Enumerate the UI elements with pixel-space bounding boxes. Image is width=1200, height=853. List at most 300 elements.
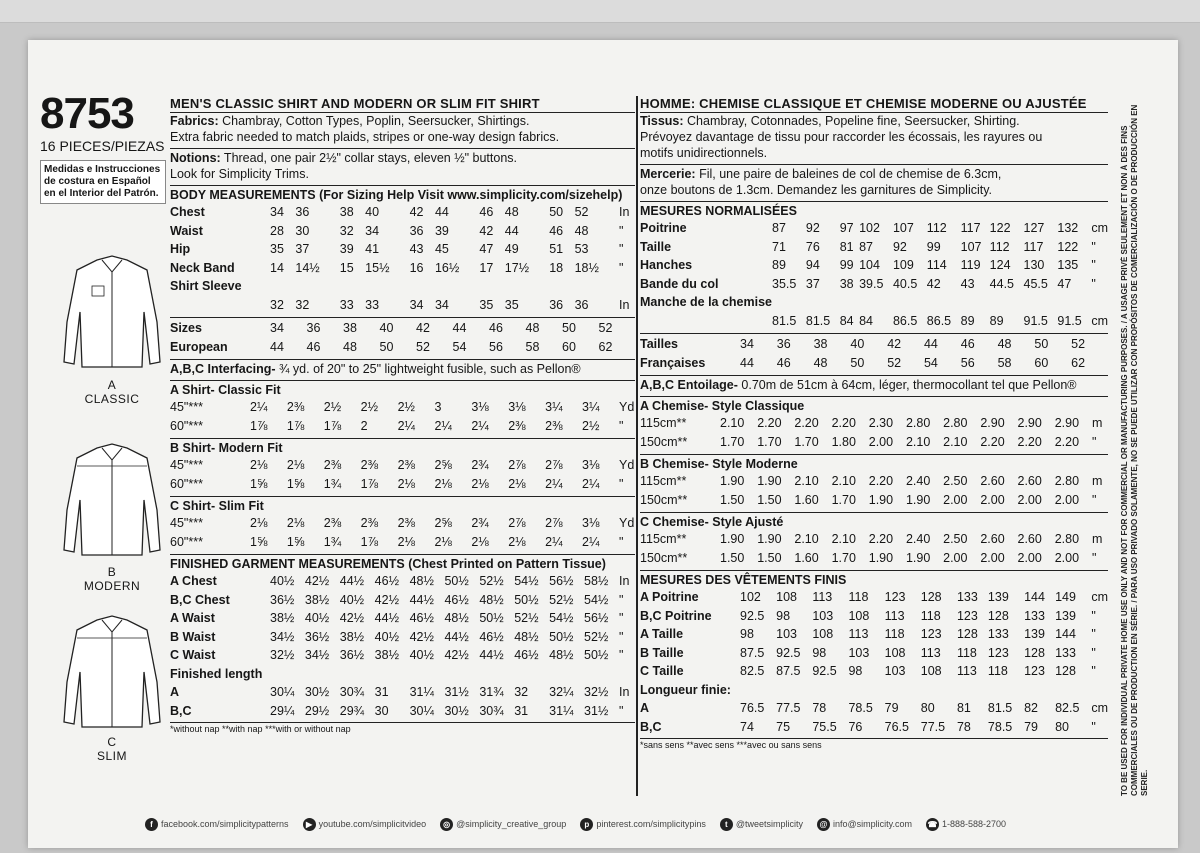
cell-value: 52 [887, 355, 902, 370]
cell-value: 45 [434, 242, 449, 257]
cell-value [410, 277, 435, 296]
cell-value: 54½ [584, 592, 609, 607]
cell-value: 3⅛ [508, 400, 526, 415]
cell-value: 36 [549, 297, 564, 312]
row-label: 45"*** [170, 458, 203, 473]
cell-value: 118 [987, 664, 1008, 679]
table-row [170, 572, 635, 591]
mesures-table [640, 219, 1108, 330]
cell-value: 1⅞ [286, 418, 305, 433]
cell-value: 32 [295, 297, 310, 312]
cell-value: 107 [892, 221, 914, 236]
cell-value: 2.00 [943, 550, 968, 565]
cell-value: 2.60 [980, 532, 1005, 547]
cell-value: 128 [1055, 664, 1076, 679]
cell-value: 1.90 [905, 492, 931, 507]
cell-value: 113 [812, 590, 833, 605]
cell-value: 38½ [304, 592, 330, 607]
unit-label: " [619, 611, 624, 626]
cell-value [1024, 681, 1055, 700]
cell-value: 34 [365, 223, 380, 238]
cell-value: 2 [360, 418, 368, 433]
cell-value: 15 [339, 260, 354, 275]
yardage-table [640, 530, 1108, 567]
cell-value: 144 [1055, 627, 1076, 642]
social-link[interactable] [580, 818, 706, 831]
cell-value: 118 [848, 590, 869, 605]
cell-value: 2⅞ [508, 458, 526, 473]
fabrics-text: Fabrics: Chambray, Cotton Types, Poplin, Seersucker, Shirtings. [170, 114, 530, 128]
cell-value: 39.5 [859, 276, 884, 291]
cell-value [776, 681, 812, 700]
cell-value: 1.90 [757, 474, 782, 489]
cell-value [893, 293, 927, 312]
spanish-note: Medidas e Instrucciones de costura en Español en el Interior del Patrón. [40, 160, 166, 204]
unit-label: " [619, 703, 624, 718]
cell-value: 32½ [270, 648, 295, 663]
cell-value: 2¾ [471, 458, 489, 473]
cell-value: 48½ [479, 592, 504, 607]
cell-value: 2.80 [1054, 532, 1080, 547]
cell-value: 2.20 [1054, 434, 1080, 449]
youtube-icon: ▶ [303, 818, 316, 831]
cell-value: 92 [892, 239, 907, 254]
row-label: Shirt Sleeve [170, 279, 242, 294]
cell-value: 35.5 [772, 276, 797, 291]
table-row [170, 514, 635, 533]
cell-value: 50 [379, 339, 394, 354]
unit-label: " [619, 648, 624, 663]
row-label: Manche de la chemise [640, 295, 773, 310]
row-label: Taille [640, 239, 672, 254]
cell-value: 123 [956, 608, 978, 623]
cell-value: 1.70 [720, 434, 745, 449]
cell-value: 31¾ [479, 685, 504, 700]
cell-value: 1.70 [831, 550, 856, 565]
table-row [170, 475, 635, 494]
table-row [640, 293, 1108, 312]
cell-value: 52½ [549, 592, 574, 607]
cell-value: 38 [813, 337, 828, 352]
table-row [640, 238, 1108, 257]
cell-value: 107 [960, 239, 982, 254]
cell-value: 130 [1023, 258, 1045, 273]
cell-value: 108 [848, 608, 870, 623]
unit-label [619, 665, 635, 684]
social-link-text: facebook.com/simplicitypatterns [161, 819, 289, 829]
mesures-finis-table [640, 588, 1108, 736]
cell-value: 44½ [479, 648, 504, 663]
cell-value: 30¾ [479, 703, 504, 718]
cell-value: 14 [270, 260, 284, 275]
table-row [640, 219, 1108, 238]
unit-label: " [619, 260, 624, 275]
cell-value: 46 [489, 321, 503, 336]
cell-value: 38½ [270, 611, 295, 626]
cell-value [961, 293, 990, 312]
table-row [170, 259, 635, 278]
cell-value: 2½ [360, 400, 379, 415]
cell-value: 2.00 [980, 492, 1005, 507]
table-row [640, 414, 1108, 433]
cell-value: 149 [1055, 590, 1076, 605]
social-link-text: youtube.com/simplicitvideo [318, 819, 427, 829]
unit-label: " [619, 223, 624, 238]
cell-value [340, 665, 375, 684]
yardage-block [640, 512, 1108, 567]
table-row [170, 591, 635, 610]
row-label: Waist [170, 223, 203, 238]
cell-value: 48½ [444, 611, 469, 626]
row-label: C Waist [170, 648, 216, 663]
cell-value: 38½ [339, 629, 365, 644]
cell-value: 78.5 [987, 719, 1013, 734]
yardage-title: A Chemise- Style Classique [640, 399, 805, 413]
cell-value: 2⅛ [434, 534, 452, 549]
cell-value: 77.5 [776, 701, 801, 716]
cell-value: 37 [805, 276, 820, 291]
cell-value: 60 [1034, 355, 1049, 370]
row-label: Longueur finie: [640, 682, 731, 697]
cell-value: 113 [956, 664, 977, 679]
row-label [170, 296, 270, 315]
body-measurements-title: BODY MEASUREMENTS (For Sizing Help Visit www.simplicity.com/sizehelp) [170, 185, 635, 203]
cell-value: 34 [409, 297, 424, 312]
cell-value: 42 [409, 205, 424, 220]
cell-value: 89 [989, 313, 1004, 328]
cell-value: 123 [920, 627, 942, 642]
interfacing-text: A,B,C Interfacing- ¾ yd. of 20" to 25" lightweight fusible, such as Pellon® [170, 359, 635, 377]
mesures-title: MESURES NORMALISÉES [640, 201, 1108, 219]
table-row [640, 588, 1108, 607]
cell-value: 36½ [270, 592, 295, 607]
row-label: B,C Poitrine [640, 608, 712, 623]
cell-value: 52½ [479, 574, 504, 589]
cell-value: 14½ [295, 260, 320, 275]
cell-value: 2⅛ [471, 534, 489, 549]
email-icon: @ [817, 818, 830, 831]
social-link-text: @tweetsimplicity [735, 819, 804, 829]
cell-value: 33 [365, 297, 380, 312]
cell-value: 3⅛ [582, 458, 600, 473]
unit-label: Yd [619, 400, 635, 415]
cell-value: 92 [805, 221, 820, 236]
cell-value: 1.90 [720, 474, 745, 489]
cell-value: 99 [839, 258, 854, 273]
cell-value [295, 277, 339, 296]
cell-value: 122 [1057, 239, 1079, 254]
cell-value [340, 277, 365, 296]
row-label: 45"*** [170, 516, 203, 531]
cell-value: 128 [1024, 645, 1045, 660]
unit-label: " [1091, 258, 1096, 273]
cell-value: 36 [574, 297, 589, 312]
cell-value: 42½ [374, 592, 400, 607]
cell-value: 34 [270, 205, 284, 220]
cell-value: 47 [1057, 276, 1072, 291]
cell-value: 114 [926, 258, 947, 273]
cell-value: 2.20 [757, 416, 782, 431]
cell-value: 78.5 [848, 701, 873, 716]
cell-value: 2¼ [582, 534, 600, 549]
unit-label: cm [1091, 590, 1108, 605]
cell-value: 2⅜ [545, 418, 563, 433]
cell-value: 42½ [304, 574, 330, 589]
cell-value: 124 [989, 258, 1011, 273]
cell-value: 1.70 [757, 434, 782, 449]
cell-value: 79 [1024, 719, 1038, 734]
brand-block [40, 89, 165, 204]
yardage-block [170, 496, 635, 551]
cell-value: 29¾ [339, 703, 365, 718]
cell-value: 2.00 [1054, 550, 1080, 565]
cell-value: 98 [848, 664, 863, 679]
cell-value: 133 [956, 590, 978, 605]
row-label: B Taille [640, 645, 684, 660]
twitter-icon: t [720, 818, 733, 831]
cell-value: 74 [740, 719, 754, 734]
cell-value: 123 [884, 590, 906, 605]
cell-value: 76.5 [740, 701, 765, 716]
row-label: Hanches [640, 258, 693, 273]
social-link[interactable] [817, 818, 912, 831]
cell-value: 50 [549, 205, 564, 220]
finished-measurements-title: FINISHED GARMENT MEASUREMENTS (Chest Printed on Pattern Tissue) [170, 554, 635, 572]
social-link-text: pinterest.com/simplicitypins [596, 819, 706, 829]
cell-value: 46 [776, 355, 791, 370]
cell-value: 50 [1034, 337, 1049, 352]
cell-value: 52½ [514, 611, 539, 626]
cell-value: 54 [923, 355, 938, 370]
cell-value: 34 [270, 321, 284, 336]
yardage-title: C Chemise- Style Ajusté [640, 515, 784, 529]
social-link-text: @simplicity_creative_group [456, 819, 567, 829]
cell-value: 1.90 [905, 550, 931, 565]
unit-label: " [1091, 627, 1096, 642]
row-label: Hip [170, 242, 191, 257]
cell-value: 91.5 [1057, 313, 1082, 328]
table-row [170, 456, 635, 475]
cell-value: 127 [1023, 221, 1045, 236]
cell-value: 135 [1057, 258, 1079, 273]
cell-value: 44 [740, 355, 754, 370]
unit-label: cm [1091, 701, 1108, 716]
cell-value: 2⅛ [471, 476, 489, 491]
cell-value: 108 [920, 664, 942, 679]
cell-value: 2.00 [943, 492, 968, 507]
row-label: A Chest [170, 574, 217, 589]
cell-value: 58 [525, 339, 540, 354]
tailles-table [640, 335, 1108, 372]
cell-value: 2⅜ [508, 418, 526, 433]
cell-value: 2⅜ [286, 400, 305, 415]
cell-value: 80 [1055, 719, 1069, 734]
cell-value: 35 [270, 242, 284, 257]
cell-value: 44.5 [989, 276, 1015, 291]
notions-note: Look for Simplicity Trims. [170, 167, 309, 181]
cell-value: 2.20 [1017, 434, 1042, 449]
cell-value: 76.5 [884, 719, 909, 734]
cell-value: 41 [365, 242, 380, 257]
social-link[interactable] [720, 818, 803, 831]
yardage-block [640, 396, 1108, 451]
unit-label: " [1091, 276, 1096, 291]
cell-value [812, 681, 848, 700]
cell-value: 78 [956, 719, 971, 734]
cell-value: 46 [479, 205, 494, 220]
table-row [640, 607, 1108, 626]
cell-value: 52 [574, 205, 589, 220]
cell-value: 128 [987, 608, 1009, 623]
cell-value: 2.20 [868, 532, 894, 547]
cell-value: 92.5 [776, 645, 801, 660]
table-row [170, 277, 635, 296]
table-row [640, 256, 1108, 275]
cell-value: 76 [805, 239, 820, 254]
tissus-note-2: motifs unidirectionnels. [640, 146, 768, 160]
view-a-label: A CLASSIC [84, 378, 140, 406]
cell-value: 40½ [339, 592, 365, 607]
cell-value: 38 [343, 321, 357, 336]
cell-value: 46 [306, 339, 321, 354]
cell-value [859, 293, 893, 312]
cell-value: 2.40 [905, 474, 931, 489]
cell-value [772, 293, 806, 312]
cell-value: 2⅞ [545, 516, 563, 531]
cell-value: 36 [295, 205, 310, 220]
row-label: Tailles [640, 337, 678, 352]
cell-value: 2.60 [980, 474, 1005, 489]
row-label: 150cm** [640, 550, 688, 565]
unit-label: Yd [619, 458, 635, 473]
view-b-label: B MODERN [83, 565, 141, 593]
top-band [0, 0, 1200, 23]
cell-value: 139 [1024, 627, 1045, 642]
row-label: 60"*** [170, 476, 203, 491]
cell-value: 82 [1024, 701, 1038, 716]
cell-value: 118 [884, 627, 905, 642]
cell-value: 46 [960, 337, 975, 352]
cell-value [270, 665, 305, 684]
cell-value: 40½ [304, 611, 330, 626]
row-label: 60"*** [170, 418, 203, 433]
cell-value: 102 [859, 221, 880, 236]
row-label: 115cm** [640, 532, 687, 547]
cell-value [375, 665, 410, 684]
row-label [640, 312, 772, 331]
cell-value: 2.00 [1017, 492, 1042, 507]
cell-value: 44½ [374, 611, 400, 626]
cell-value: 2⅞ [508, 516, 526, 531]
yardage-table [640, 414, 1108, 451]
cell-value: 36 [776, 337, 791, 352]
cell-value: 31¼ [409, 685, 434, 700]
cell-value: 2⅛ [250, 458, 268, 473]
unit-label: m [1092, 474, 1103, 489]
cell-value [444, 665, 479, 684]
row-label: Sizes [170, 321, 202, 336]
cell-value: 87.5 [740, 645, 765, 660]
yardage-title: A Shirt- Classic Fit [170, 383, 281, 397]
cell-value: 38½ [374, 648, 400, 663]
cell-value: 48 [997, 337, 1012, 352]
cell-value: 2.80 [905, 416, 931, 431]
unit-label: " [1091, 608, 1096, 623]
social-link[interactable] [145, 818, 289, 831]
row-label: B,C [170, 703, 192, 718]
row-label: 150cm** [640, 434, 688, 449]
pattern-number: 8753 [40, 89, 134, 138]
social-link[interactable] [440, 818, 566, 831]
cell-value: 2⅛ [508, 476, 526, 491]
cell-value: 36 [409, 223, 424, 238]
cell-value: 48 [813, 355, 828, 370]
cell-value: 2.10 [720, 416, 745, 431]
cell-value: 52 [598, 321, 613, 336]
unit-label: In [619, 205, 630, 220]
table-row [170, 319, 635, 338]
unit-label: m [1092, 416, 1103, 431]
notions-text: Notions: Thread, one pair 2½" collar stays, eleven ½" buttons. [170, 148, 635, 166]
cell-value: 54 [452, 339, 467, 354]
cell-value: 47 [479, 242, 494, 257]
cell-value: 2.30 [868, 416, 894, 431]
cell-value: 2.80 [1054, 474, 1080, 489]
cell-value: 1.50 [757, 492, 782, 507]
table-row [640, 644, 1108, 663]
cell-value: 2⅝ [434, 458, 452, 473]
mesures-finis-title: MESURES DES VÊTEMENTS FINIS [640, 570, 1108, 588]
yardage-block [170, 380, 635, 435]
cell-value: 2.50 [943, 474, 968, 489]
cell-value: 38 [839, 276, 854, 291]
cell-value: 118 [956, 645, 977, 660]
row-label: A [640, 701, 650, 716]
cell-value: 2⅛ [434, 476, 452, 491]
cell-value: 32 [339, 223, 354, 238]
cell-value: 77.5 [920, 719, 946, 734]
social-link[interactable] [303, 818, 427, 831]
cell-value: 1.70 [794, 434, 819, 449]
cell-value: 92.5 [740, 608, 765, 623]
cell-value: 32 [514, 685, 529, 700]
table-row [640, 335, 1108, 354]
cell-value: 98 [740, 627, 754, 642]
table-row [170, 240, 635, 259]
cell-value [505, 277, 549, 296]
cell-value: 2⅛ [286, 516, 305, 531]
cell-value: 40½ [409, 648, 434, 663]
french-title: HOMME: CHEMISE CLASSIQUE ET CHEMISE MODERNE OU AJUSTÉE [640, 96, 1108, 113]
unit-label: " [619, 534, 624, 549]
cell-value: 40 [365, 205, 380, 220]
social-link[interactable] [926, 818, 1006, 831]
cell-value: 1⅝ [250, 476, 268, 491]
cell-value: 44 [504, 223, 519, 238]
cell-value: 17 [479, 260, 494, 275]
cell-value: 46½ [444, 592, 469, 607]
cell-value: 3¼ [545, 400, 563, 415]
cell-value: 2.10 [831, 532, 856, 547]
cell-value: 118 [920, 608, 941, 623]
table-row [640, 625, 1108, 644]
cell-value: 48 [525, 321, 540, 336]
cell-value: 36½ [304, 629, 330, 644]
cell-value: 32¼ [549, 685, 574, 700]
cell-value: 109 [892, 258, 914, 273]
row-label: Poitrine [640, 221, 687, 236]
unit-label: " [1092, 434, 1097, 449]
